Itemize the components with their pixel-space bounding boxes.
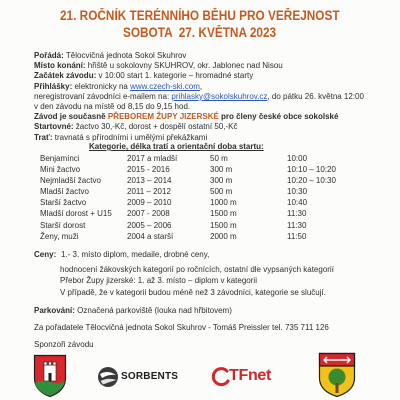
category-name-cell: Starší dorost xyxy=(40,220,86,230)
table-row xyxy=(40,175,336,186)
table-row xyxy=(40,220,336,231)
category-years-cell: 2011 – 2012 xyxy=(127,187,171,197)
category-time-cell: 10:20 – 10:30 xyxy=(287,175,336,185)
category-years-cell: 2005 – 2006 xyxy=(127,220,172,230)
race-info xyxy=(34,51,364,143)
parking-label: Parkování: xyxy=(34,306,75,315)
track-label: Trať: xyxy=(34,132,53,142)
registration-label: Přihlášky: xyxy=(34,81,73,91)
organizer-contact: Za pořadatele Tělocvičná jednota Sokol Skuhrov - Tomáš Preissler tel. 735 711 126 xyxy=(34,323,329,332)
poster-title xyxy=(0,8,400,24)
category-time-cell: 11:30 xyxy=(287,220,307,230)
category-time-cell: 11:50 xyxy=(287,231,307,241)
category-distance-cell: 500 m xyxy=(210,187,233,197)
championship-line xyxy=(34,112,364,122)
table-row xyxy=(40,208,336,219)
category-distance-cell: 300 m xyxy=(210,175,233,185)
onsite-registration-text: v den závodu na místě od 8,15 do 9,15 hod. xyxy=(34,101,191,111)
table-row xyxy=(40,231,336,242)
fee-value: žactvo 30,-Kč, dorost + dospělí ostatní 50,-Kč xyxy=(75,122,238,132)
registration-email-text: neregistrovaní závodníci e-mailem na: xyxy=(34,91,170,101)
sorbents-ball-icon xyxy=(97,366,119,388)
start-line xyxy=(34,71,364,81)
tfnet-swirl-icon xyxy=(211,367,231,387)
categories-heading: Kategorie, délka tratí a orientační doba startu: xyxy=(89,142,264,151)
championship-highlight: PŘEBOREM ŽUPY JIZERSKÉ xyxy=(107,112,219,122)
race-date xyxy=(0,25,400,41)
skuhrov-coat-of-arms-icon xyxy=(33,354,67,398)
organizer-value: Tělocvičná jednota Sokol Skuhrov xyxy=(65,51,187,60)
registration-online-after: , xyxy=(199,81,203,91)
tfnet-swirl xyxy=(213,369,228,385)
start-value: v 10:00 start 1. kategorie – hromadné starty xyxy=(98,71,254,81)
sorbents-ball xyxy=(98,367,118,387)
category-time-cell: 10:10 – 10:20 xyxy=(287,164,336,174)
category-time-cell: 10:40 xyxy=(287,198,308,208)
registration-line xyxy=(34,82,364,92)
shield-tower-merlon xyxy=(49,362,52,365)
championship-before: Závod je současně xyxy=(34,112,106,122)
category-time-cell: 11:30 xyxy=(287,209,307,219)
category-time-cell: 10:00 xyxy=(287,153,308,163)
venue-value: hřiště u sokolovny SKUHROV, okr. Jablonec nad Nisou xyxy=(87,61,283,71)
category-distance-cell: 1000 m xyxy=(210,198,237,208)
venue-label: Místo konání: xyxy=(34,61,86,71)
fee-line xyxy=(34,122,364,132)
registration-email-link[interactable]: prihlasky@sokolskuhrov.cz xyxy=(171,91,268,101)
category-years-cell: 2017 a mladší xyxy=(127,153,178,163)
onsite-registration-line xyxy=(34,102,364,112)
category-years-cell: 2009 – 2010 xyxy=(127,198,172,208)
organizer-line xyxy=(34,51,364,61)
prizes-value: 1.- 3. místo diplom, medaile, drobné ceny, xyxy=(61,250,210,259)
table-row xyxy=(40,153,336,164)
table-row xyxy=(40,197,336,208)
prizes-merge-note: V případě, že v kategorii budou méně než 3 závodníci, kategorie se slučují. xyxy=(60,288,326,297)
shield-tower-merlon xyxy=(53,362,56,365)
prizes-line xyxy=(34,250,209,260)
category-distance-cell: 2000 m xyxy=(210,231,237,241)
registration-deadline: , do pátku 26. května 12:00 xyxy=(267,91,364,101)
parking-value: Označená parkoviště (louka nad hřbitovem) xyxy=(77,306,232,315)
categories-table xyxy=(40,153,336,243)
category-distance-cell: 1500 m xyxy=(210,209,237,219)
registration-online-text: elektronicky na xyxy=(74,81,128,91)
category-years-cell: 2015 - 2016 xyxy=(127,164,170,174)
shield-green-mount xyxy=(35,381,65,396)
track-value: travnatá s přírodními i umělými překážkami xyxy=(54,132,208,142)
championship-after: pro členy české obce sokolské xyxy=(221,112,339,122)
sorbents-wordmark: SORBENTS xyxy=(121,371,179,382)
table-row xyxy=(40,164,336,175)
sponsors-heading: Sponzoři závodu xyxy=(34,340,94,349)
registration-email-line xyxy=(34,92,364,102)
category-distance-cell: 1500 m xyxy=(210,220,237,230)
category-name-cell: Nejmladší žactvo xyxy=(40,175,101,185)
tfnet-wordmark: TFnet xyxy=(229,367,272,384)
prizes-label: Ceny: xyxy=(34,250,57,259)
fee-label: Startovné: xyxy=(34,122,74,132)
category-distance-cell: 300 m xyxy=(210,164,233,174)
organizer-label: Pořádá: xyxy=(34,51,64,60)
poster-title-text: 21. ROČNÍK TERÉNNÍHO BĚHU PRO VEŘEJNOST xyxy=(60,8,340,23)
category-name-cell: Starší žactvo xyxy=(40,198,87,208)
shield-tower-merlon xyxy=(44,362,47,365)
shield-tree-trunk xyxy=(336,383,339,393)
category-name-cell: Mladší dorost + U15 xyxy=(40,209,112,219)
category-years-cell: 2007 - 2008 xyxy=(127,209,170,219)
category-name-cell: Benjamínci xyxy=(40,153,80,163)
table-row xyxy=(40,186,336,197)
parking-line xyxy=(34,306,232,316)
category-time-cell: 10:30 xyxy=(287,187,308,197)
shield-tree-crown xyxy=(329,369,346,386)
race-date-text: SOBOTA 27. KVĚTNA 2023 xyxy=(123,25,277,40)
category-name-cell: Mini žactvo xyxy=(40,164,81,174)
registration-website-link[interactable]: www.czech-ski.com xyxy=(130,81,200,91)
start-label: Začátek závodu: xyxy=(34,71,97,81)
category-years-cell: 2013 – 2014 xyxy=(127,175,172,185)
category-name-cell: Ženy, muži xyxy=(40,231,79,241)
prizes-evaluation: hodnocení žákovských kategorií po ročnících, ostatní dle vypsaných kategorií xyxy=(60,265,334,274)
venue-line xyxy=(34,61,364,71)
municipal-coat-of-arms-icon xyxy=(318,352,356,398)
category-name-cell: Mladší žactvo xyxy=(40,187,89,197)
prizes-championship: Přebor Župy jizerské: 1. až 3. místo – diplom v kategorii xyxy=(60,276,257,285)
shield-tower-door xyxy=(49,373,52,381)
category-years-cell: 2004 a starší xyxy=(127,231,174,241)
category-distance-cell: 50 m xyxy=(210,153,228,163)
